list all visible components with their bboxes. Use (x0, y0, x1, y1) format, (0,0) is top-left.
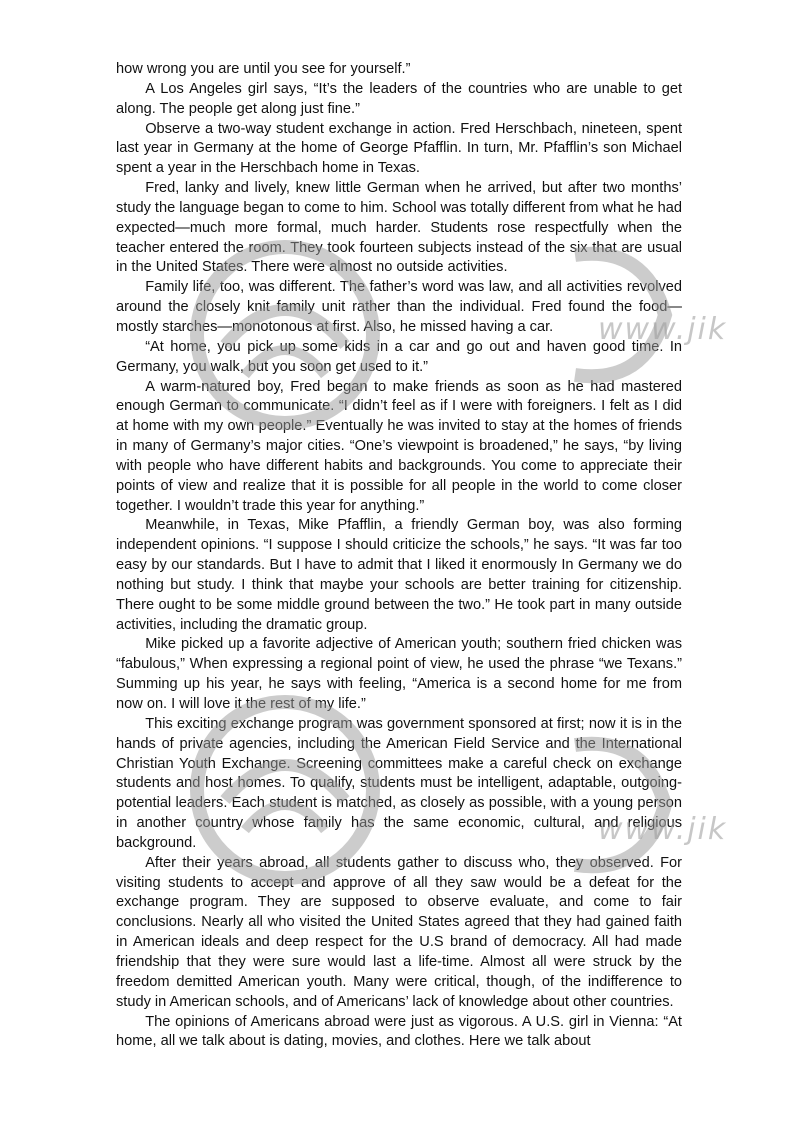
paragraph: Meanwhile, in Texas, Mike Pfafflin, a friendly German boy, was also forming independent opinions. “I suppose I should criticize the schools,” he says. “It was far too easy by our standards. But I have to admit that I liked it enormously In Germany we do nothing but study. I think that maybe your schools are better training for citizenship. There ought to be some middle ground between the two.” He took part in many outside activities, including the dramatic group. (116, 517, 682, 633)
article-body (116, 60, 682, 1052)
paragraph: This exciting exchange program was government sponsored at first; now it is in the hands of private agencies, including the American Field Service and the International Christian Youth Exchange. Screening committees make a careful check on exchange students and host homes. To qualify, students must be intelligent, adaptable, outgoing-potential leaders. Each student is matched, as closely as possible, with a young person in another country whose family has the same economic, cultural, and religious background. (116, 715, 682, 851)
watermark-domain-text: www.jik (598, 312, 728, 347)
paragraph: A warm-natured boy, Fred began to make friends as soon as he had mastered enough German to communicate. “I didn’t feel as if I were with foreigners. I felt as I did at home with my own people.” Eventually he was invited to stay at the homes of friends in many of Germany’s major cities. “One’s viewpoint is broadened,” he says, “by living with people who have different habits and backgrounds. You come to appreciate their points of view and realize that it is possible for all people in the world to come closer together. I wouldn’t trade this year for anything.” (116, 378, 682, 514)
paragraph: Family life, too, was different. The father’s word was law, and all activities revolved around the closely knit family unit rather than the individual. Fred found the food—mostly starches—monotonous at first. Also, he missed having a car. (116, 279, 682, 335)
paragraph: “At home, you pick up some kids in a car and go out and haven good time. In Germany, you walk, but you soon get used to it.” (116, 338, 682, 375)
paragraph-continuation: how wrong you are until you see for yourself.” (116, 61, 411, 77)
paragraph: The opinions of Americans abroad were just as vigorous. A U.S. girl in Vienna: “At home, all we talk about is dating, movies, and clothes. Here we talk about (116, 1013, 682, 1050)
paragraph: Mike picked up a favorite adjective of American youth; southern fried chicken was “fabulous,” When expressing a regional point of view, he used the phrase “we Texans.” Summing up his year, he says with feeling, “America is a second home for me from now on. I will love it the rest of my life.” (116, 636, 682, 712)
paragraph: After their years abroad, all students gather to discuss who, they observed. For visiting students to accept and approve of all they saw would be a defeat for the exchange program. They are supposed to observe evaluate, and come to fair conclusions. Nearly all who visited the United States agreed that they had gained faith in American ideals and deep respect for the U.S brand of democracy. All had made friendship that they were sure would last a life-time. Almost all were struck by the freedom demitted American youth. Many were critical, though, of the indifference to study in American schools, and of Americans’ lack of knowledge about other countries. (116, 854, 682, 1010)
paragraph: A Los Angeles girl says, “It’s the leaders of the countries who are unable to get along. The people get along just fine.” (116, 80, 682, 117)
paragraph: Observe a two-way student exchange in action. Fred Herschbach, nineteen, spent last year in Germany at the home of George Pfafflin. In turn, Mr. Pfafflin’s son Michael spent a year in the Herschbach home in Texas. (116, 120, 682, 177)
paragraph: Fred, lanky and lively, knew little German when he arrived, but after two months’ study the language began to come to him. School was totally different from what he had expected—much more formal, much harder. Students rose respectfully when the teacher entered the room. They took fourteen subjects instead of the six that are usual in the United States. There were almost no outside activities. (116, 180, 682, 276)
watermark-domain-text: www.jik (598, 812, 728, 847)
